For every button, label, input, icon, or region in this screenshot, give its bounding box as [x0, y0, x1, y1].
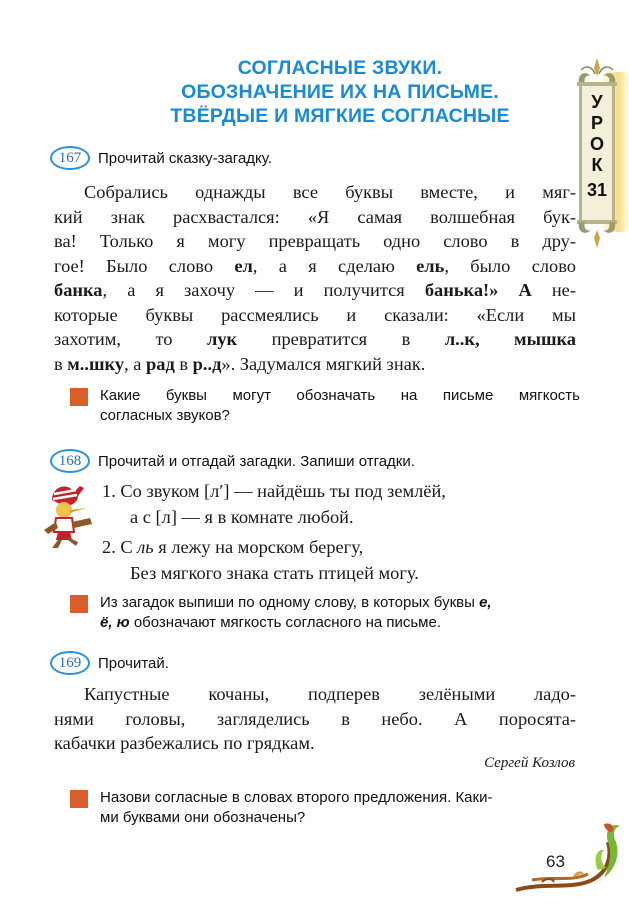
text-line: которые буквы рассмеялись и сказали: «Если мы: [54, 304, 576, 325]
exercise-169-text: [54, 682, 576, 756]
lesson-tab: [573, 52, 623, 248]
lesson-letter: Р: [590, 113, 603, 133]
exercise-168-task: [70, 593, 580, 633]
task-line: ми буквами они обозначены?: [100, 809, 306, 826]
task-marker-icon: [70, 790, 88, 808]
text-line: Капустные кочаны, подперев зелёными ладо-: [84, 684, 576, 704]
riddle-line: 1. Со звуком [л′] — найдёшь ты под землёй,: [102, 481, 446, 501]
riddle-2: [102, 534, 582, 586]
riddle-line: а с [л] — я в комнате любой.: [130, 507, 354, 527]
lesson-letter: О: [589, 134, 604, 154]
task-line: Какие буквы могут обозначать на письме мягкость: [100, 387, 580, 404]
riddle-line: Без мягкого знака стать птицей могу.: [130, 563, 419, 583]
exercise-167-header: [50, 146, 272, 170]
exercise-instruction: Прочитай.: [98, 654, 169, 672]
riddle-1: [102, 478, 582, 530]
ornament-top-icon: [573, 56, 621, 86]
lesson-label: [579, 92, 615, 201]
pinocchio-illustration-icon: [38, 478, 98, 550]
page-number: 63: [546, 852, 565, 871]
text-line: кабачки разбежались по грядкам.: [54, 733, 315, 753]
text-line: Собрались однажды все буквы вместе, и мяг-: [84, 182, 576, 202]
exercise-number-badge: 168: [50, 449, 90, 473]
exercise-167-task: [70, 386, 580, 426]
exercise-167-text: [54, 180, 576, 376]
title-line: СОГЛАСНЫЕ ЗВУКИ.: [237, 57, 443, 79]
ornament-bottom-icon: [573, 220, 621, 250]
text-line: гое! Было слово ел, а я сделаю ель, было слово: [54, 255, 576, 276]
exercise-168-header: [50, 449, 415, 473]
title-line: ТВЁРДЫЕ И МЯГКИЕ СОГЛАСНЫЕ: [170, 105, 510, 127]
text-line: в м..шку, а рад в р..д». Задумался мягкий знак.: [54, 353, 426, 374]
task-line: согласных звуков?: [100, 407, 230, 424]
lesson-number: 31: [586, 180, 608, 200]
corner-ornament-icon: [512, 820, 629, 896]
title-line: ОБОЗНАЧЕНИЕ ИХ НА ПИСЬМЕ.: [181, 81, 499, 103]
task-marker-icon: [70, 388, 88, 406]
task-marker-icon: [70, 595, 88, 613]
lesson-letter: У: [591, 92, 603, 112]
task-line: Назови согласные в словах второго предложения. Каки-: [100, 789, 493, 806]
lesson-letter: К: [591, 155, 603, 175]
exercise-instruction: Прочитай сказку-загадку.: [98, 149, 272, 167]
text-line: ва! Только я могу превращать одно слово в дру-: [54, 231, 576, 251]
page-title: [120, 56, 560, 128]
exercise-169-header: [50, 651, 169, 675]
riddle-line: 2. С ль я лежу на морском берегу,: [102, 537, 364, 557]
task-line: Из загадок выпиши по одному слову, в которых буквы е,: [100, 594, 492, 611]
exercise-number-badge: 167: [50, 146, 90, 170]
text-line: захотим, то лук превратится в л..к, мышка: [54, 329, 576, 349]
exercise-number-badge: 169: [50, 651, 90, 675]
exercise-instruction: Прочитай и отгадай загадки. Запиши отгадки.: [98, 452, 415, 470]
riddle-number: 1.: [102, 481, 116, 501]
text-line: банка, а я захочу — и получится банька!» А не-: [54, 280, 576, 300]
text-line: нями головы, загляделись в небо. А поросята-: [54, 708, 576, 729]
task-line: ё, ю обозначают мягкость согласного на письме.: [100, 614, 442, 631]
exercise-169-task: [70, 788, 580, 828]
text-line: кий знак расхвастался: «Я самая волшебная бук-: [54, 206, 576, 227]
author-signature: Сергей Козлов: [484, 755, 575, 771]
riddle-number: 2.: [102, 537, 116, 557]
